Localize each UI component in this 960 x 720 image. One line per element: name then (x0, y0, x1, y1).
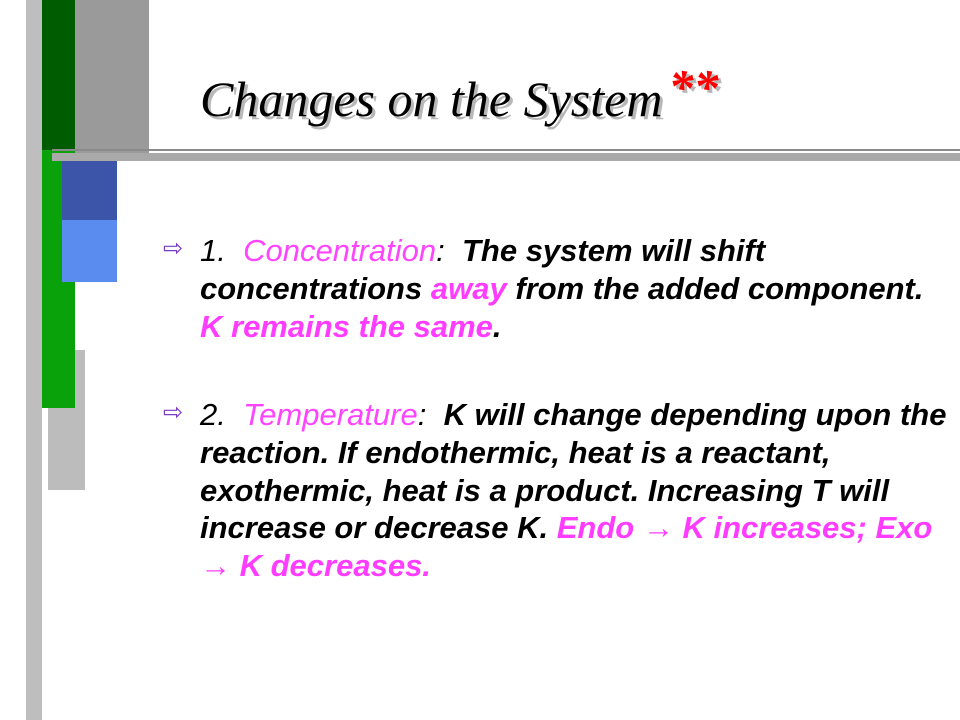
decor-bar-gray-tall (26, 0, 42, 720)
outline-arrow-right-icon: ⇨ (163, 235, 184, 262)
bullet-number: 1. (200, 233, 226, 268)
bullet-k-decreases: K decreases. (239, 548, 431, 584)
bullet-body: The system will shift concentrations (200, 233, 766, 306)
bullet-body: K will change depending upon the reaction. If endothermic, heat is a reactant, exothermic, heat is a product. Increasing T will increase or decrease K. (200, 397, 947, 546)
bullet-end: . (492, 308, 502, 344)
bullet-k-increases: K increases; Exo (682, 510, 933, 546)
bullet-highlight: K remains the same (200, 308, 493, 344)
bullet-concentration (163, 232, 953, 345)
bullet-number: 2. (200, 397, 226, 432)
title-rule-top (52, 149, 960, 151)
bullet-colon: : (417, 397, 427, 432)
decor-bar-green-dark (42, 0, 75, 150)
bullet-emphasis-away: away (430, 270, 507, 306)
title-stars: ** (668, 59, 719, 115)
title-rule-bottom (52, 153, 960, 161)
right-arrow-icon: → (200, 548, 231, 584)
decor-bar-blue (62, 220, 117, 282)
bullet-colon: : (436, 233, 445, 268)
bullet-endo: Endo (556, 510, 635, 546)
bullet-term: Concentration (243, 233, 437, 268)
bullet-body-2: from the added component. (515, 270, 924, 306)
bullet-temperature (163, 396, 953, 585)
title-text: Changes on the System (200, 71, 663, 127)
decor-bar-navy (62, 160, 117, 220)
bullet-term: Temperature (243, 397, 418, 432)
bullet-text (163, 396, 953, 585)
decor-bar-gray-wide (75, 0, 149, 160)
page-title (200, 59, 719, 128)
right-arrow-icon: → (642, 510, 674, 546)
outline-arrow-right-icon: ⇨ (163, 399, 184, 426)
bullet-text (163, 232, 953, 345)
